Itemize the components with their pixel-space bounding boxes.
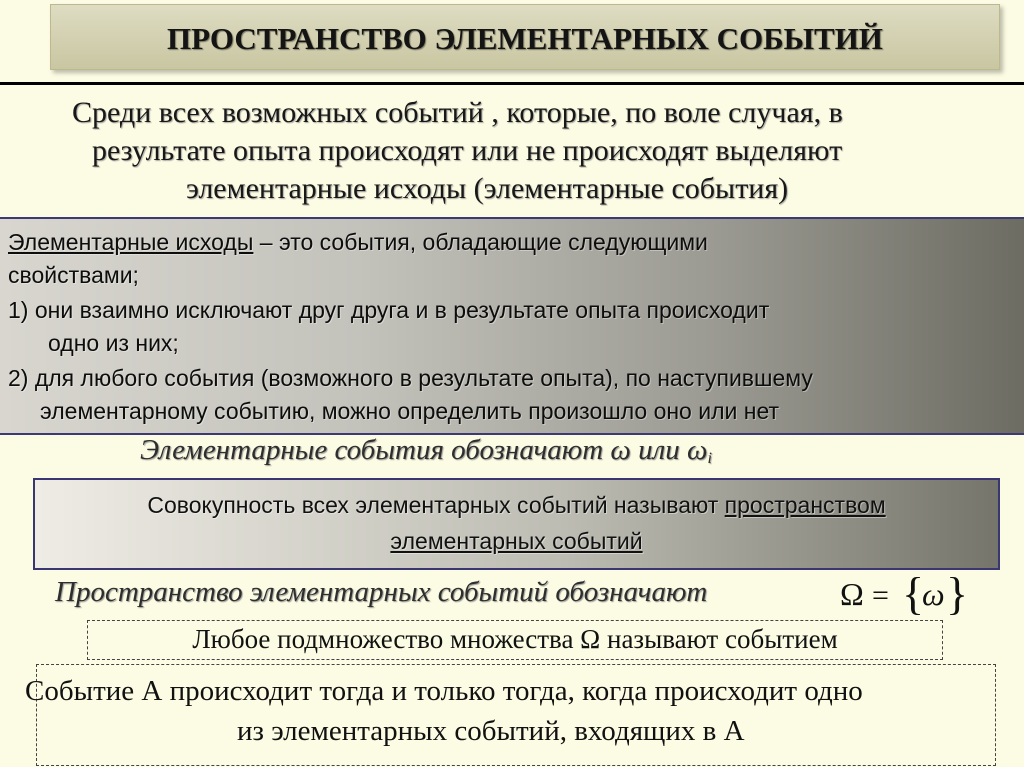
formula-equals: = bbox=[872, 579, 889, 612]
definition-line-1-rest: – это события, обладающие следующими bbox=[253, 229, 708, 255]
definition-box bbox=[0, 217, 1024, 435]
intro-line-3: элементарные исходы (элементарные события) bbox=[186, 172, 789, 205]
subset-statement: Любое подмножество множества Ω называют событием bbox=[192, 624, 838, 654]
sample-space-term-2: элементарных событий bbox=[390, 528, 643, 554]
sample-space-line-2 bbox=[35, 528, 998, 555]
omega-subscript: i bbox=[707, 450, 712, 467]
subset-statement-box bbox=[87, 620, 943, 660]
event-statement-line-1: Событие А происходит тогда и только тогда, когда происходит одно bbox=[25, 675, 863, 707]
page-title: ПРОСТРАНСТВО ЭЛЕМЕНТАРНЫХ СОБЫТИЙ bbox=[167, 21, 883, 56]
definition-term: Элементарные исходы bbox=[8, 229, 254, 255]
title-divider bbox=[0, 82, 1024, 85]
formula-omega-lower: ω bbox=[922, 576, 945, 612]
omega-notation-text: Элементарные события обозначают ω или ω bbox=[140, 434, 708, 466]
formula-omega-upper: Ω bbox=[840, 576, 864, 612]
event-statement-line-2: из элементарных событий, входящих в А bbox=[237, 715, 745, 747]
intro-line-1: Среди всех возможных событий , которые, по воле случая, в bbox=[72, 96, 843, 129]
property-2-line-2: элементарному событию, можно определить произошло оно или нет bbox=[40, 398, 780, 424]
sample-space-line-1 bbox=[35, 492, 998, 519]
omega-formula bbox=[838, 568, 968, 618]
property-1-line-2: одно из них; bbox=[48, 330, 179, 356]
intro-line-2: результате опыта происходят или не происходят выделяют bbox=[92, 134, 843, 167]
definition-line-2: свойствами; bbox=[8, 262, 139, 288]
sample-space-notation-line: Пространство элементарных событий обозначают bbox=[55, 576, 708, 608]
sample-space-term-1: пространством bbox=[724, 492, 886, 518]
title-banner bbox=[50, 4, 1000, 70]
property-2-line-1: 2) для любого события (возможного в результате опыта), по наступившему bbox=[8, 365, 813, 391]
sample-space-box bbox=[33, 478, 1000, 570]
definition-line-1 bbox=[8, 229, 708, 256]
omega-notation-line bbox=[140, 434, 712, 468]
formula-brace-close: } bbox=[946, 568, 968, 618]
formula-brace-open: { bbox=[902, 568, 925, 618]
property-1-line-1: 1) они взаимно исключают друг друга и в результате опыта происходит bbox=[8, 297, 770, 323]
event-statement-box bbox=[25, 664, 996, 766]
sample-space-prefix: Совокупность всех элементарных событий называют bbox=[147, 492, 725, 518]
